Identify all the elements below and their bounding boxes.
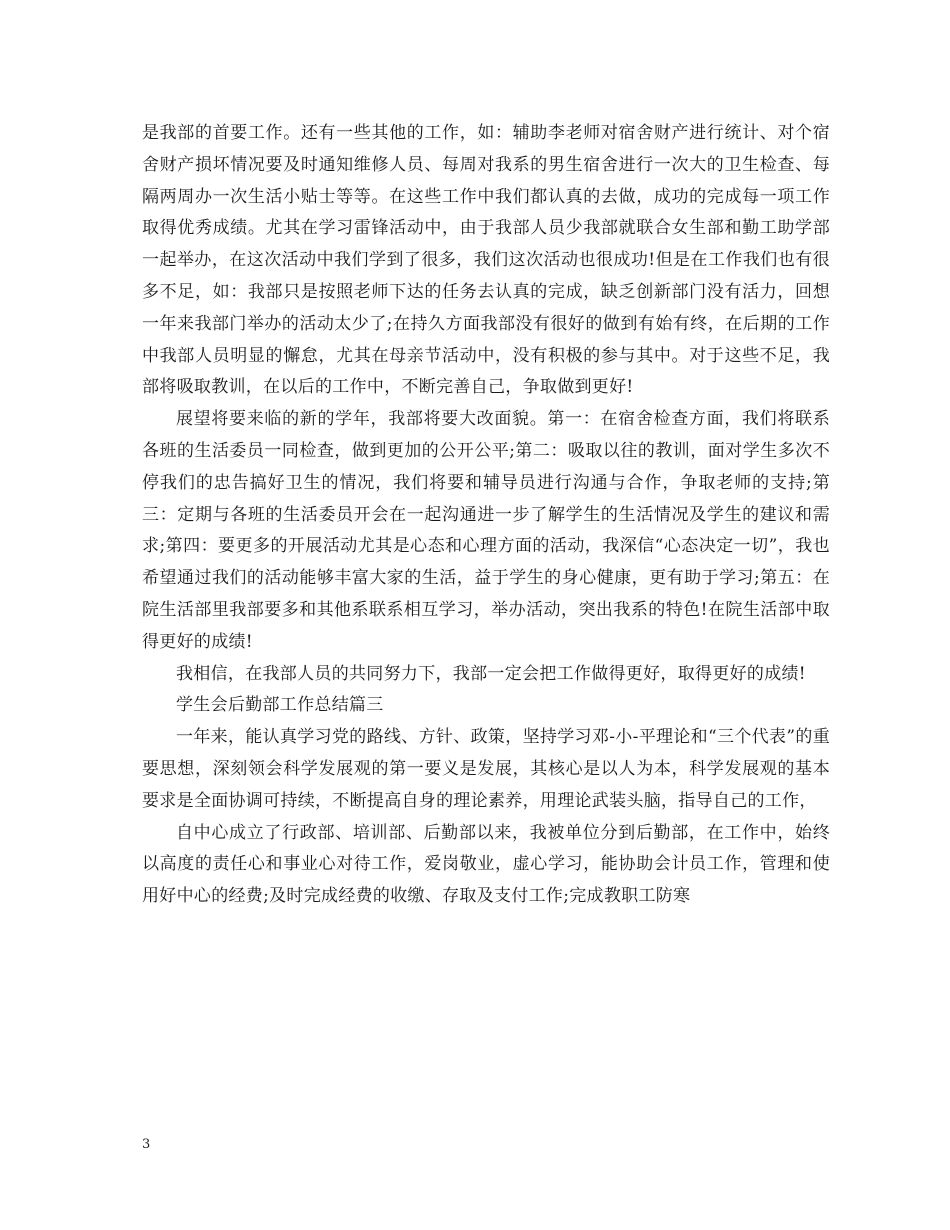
paragraph-political-study: 一年来，能认真学习党的路线、方针、政策，坚持学习邓-小-平理论和“三个代表”的重要思想，深刻领会科学发展观的第一要义是发展，其核心是以人为本，科学发展观的基本要求是全面协调可持续，不断提高自身的理论素养，用理论武装头脑，指导自己的工作， xyxy=(142,727,830,811)
paragraph-continued-dormitory-work: 是我部的首要工作。还有一些其他的工作，如：辅助李老师对宿舍财产进行统计、对个宿舍财产损坏情况要及时通知维修人员、每周对我系的男生宿舍进行一次大的卫生检查、每隔两周办一次生活小贴士等等。在这些工作中我们都认真的去做，成功的完成每一项工作取得优秀成绩。尤其在学习雷锋活动中，由于我部人员少我部就联合女生部和勤工助学部一起举办，在这次活动中我们学到了很多，我们这次活动也很成功!但是在工作我们也有很多不足，如：我部只是按照老师下达的任务去认真的完成，缺乏创新部门没有活力，回想一年来我部门举办的活动太少了;在持久方面我部没有很好的做到有始有终，在后期的工作中我部人员明显的懈怠，尤其在母亲节活动中，没有积极的参与其中。对于这些不足，我部将吸取教训，在以后的工作中，不断完善自己，争取做到更好! xyxy=(142,123,830,398)
section-heading: 学生会后勤部工作总结篇三 xyxy=(176,695,384,716)
document-body xyxy=(142,118,830,913)
page-number: 3 xyxy=(142,1137,151,1152)
paragraph-closing-confidence: 我相信，在我部人员的共同努力下，我部一定会把工作做得更好，取得更好的成绩! xyxy=(176,663,806,684)
paragraph-logistics-work: 自中心成立了行政部、培训部、后勤部以来，我被单位分到后勤部，在工作中，始终以高度的责任心和事业心对待工作，爱岗敬业，虚心学习，能协助会计员工作，管理和使用好中心的经费;及时完成经费的收缴、存取及支付工作;完成教职工防寒 xyxy=(142,822,830,907)
paragraph-future-plans: 展望将要来临的新的学年，我部将要大改面貌。第一：在宿舍检查方面，我们将联系各班的生活委员一同检查，做到更加的公开公平;第二：吸取以往的教训，面对学生多次不停我们的忠告搞好卫生的情况，我们将要和辅导员进行沟通与合作，争取老师的支持;第三：定期与各班的生活委员开会在一起沟通进一步了解学生的生活情况及学生的建议和需求;第四：要更多的开展活动尤其是心态和心理方面的活动，我深信“心态决定一切”，我也希望通过我们的活动能够丰富大家的生活，益于学生的身心健康，更有助于学习;第五：在院生活部里我部要多和其他系联系相互学习，举办活动，突出我系的特色!在院生活部中取得更好的成绩! xyxy=(142,409,830,652)
